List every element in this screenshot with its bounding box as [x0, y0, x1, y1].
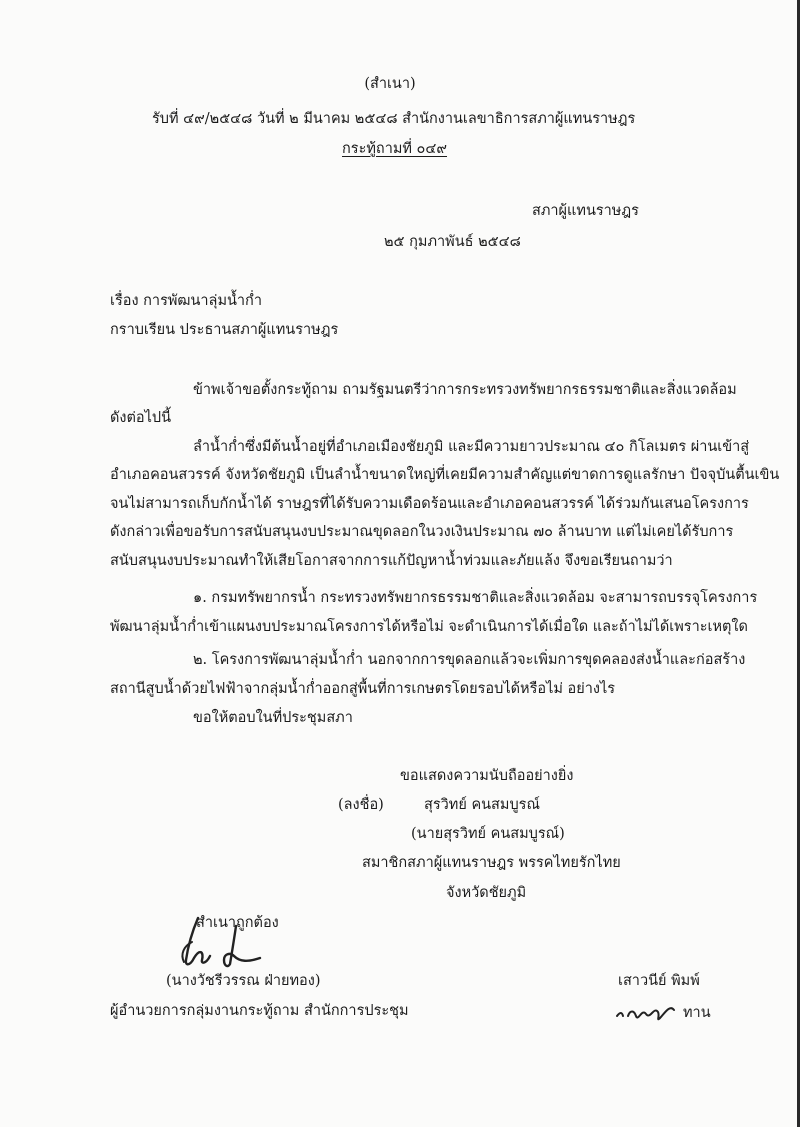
intro-line-2: ดังต่อไปนี้ [110, 410, 172, 426]
member-province: จังหวัดชัยภูมิ [446, 885, 527, 901]
paragraph-1-line-4: ดังกล่าวเพื่อขอรับการสนับสนุนงบประมาณขุดลอกในวงเงินประมาณ ๗๐ ล้านบาท แต่ไม่เคยได้รับการ [110, 524, 734, 540]
received-line: รับที่ ๔๙/๒๕๔๘ วันที่ ๒ มีนาคม ๒๕๔๘ สำนักงานเลขาธิการสภาผู้แทนราษฎร [152, 111, 636, 127]
sender-place: สภาผู้แทนราษฎร [532, 203, 639, 219]
paragraph-1-line-5: สนับสนุนงบประมาณทำให้เสียโอกาสจากการแก้ปัญหาน้ำท่วมและภัยแล้ง จึงขอเรียนถามว่า [110, 553, 673, 569]
question-2-line-2: สถานีสูบน้ำด้วยไฟฟ้าจากลุ่มน้ำก่ำออกสู่พื้นที่การเกษตรโดยรอบได้หรือไม่ อย่างไร [110, 681, 616, 697]
certifier-position: ผู้อำนวยการกลุ่มงานกระทู้ถาม สำนักการประชุม [110, 1003, 409, 1019]
question-2-line-1: ๒. โครงการพัฒนาลุ่มน้ำก่ำ นอกจากการขุดลอกแล้วจะเพิ่มการขุดคลองส่งน้ำและก่อสร้าง [193, 652, 746, 668]
full-name: (นายสุรวิทย์ คนสมบูรณ์) [411, 826, 565, 842]
checker-initials [614, 1000, 684, 1026]
question-1-line-1: ๑. กรมทรัพยากรน้ำ กระทรวงทรัพยากรธรรมชาติและสิ่งแวดล้อม จะสามารถบรรจุโครงการ [193, 590, 758, 606]
question-number: กระทู้ถามที่ ๐๔๙ [342, 141, 448, 157]
letter-date: ๒๕ กุมภาพันธ์ ๒๕๔๘ [384, 234, 521, 250]
typist-line: เสาวนีย์ พิมพ์ [618, 973, 700, 989]
certifier-signature [170, 912, 280, 972]
checked-suffix: ทาน [683, 1005, 711, 1021]
question-1-line-2: พัฒนาลุ่มน้ำก่ำเข้าแผนงบประมาณโครงการได้หรือไม่ จะดำเนินการได้เมื่อใด และถ้าไม่ได้เพราะเหตุใด [110, 619, 748, 635]
paragraph-1-line-2: อำเภอคอนสวรรค์ จังหวัดชัยภูมิ เป็นลำน้ำขนาดใหญ่ที่เคยมีความสำคัญแต่ขาดการดูแลรักษา ปัจจุบันตื้นเขิน [110, 467, 780, 483]
regards-line: ขอแสดงความนับถืออย่างยิ่ง [400, 768, 574, 784]
paragraph-1-line-1: ลำน้ำก่ำซึ่งมีต้นน้ำอยู่ที่อำเภอเมืองชัยภูมิ และมีความยาวประมาณ ๔๐ กิโลเมตร ผ่านเข้าสู่ [193, 439, 750, 455]
intro-line-1: ข้าพเจ้าขอตั้งกระทู้ถาม ถามรัฐมนตรีว่าการกระทรวงทรัพยากรธรรมชาติและสิ่งแวดล้อม [193, 382, 737, 398]
paragraph-1-line-3: จนไม่สามารถเก็บกักน้ำได้ ราษฎรที่ได้รับความเดือดร้อนและอำเภอคอนสวรรค์ ได้ร่วมกันเสนอโครงการ [110, 496, 749, 512]
signed-label: (ลงชื่อ) [338, 797, 384, 813]
true-copy-label: สำเนาถูกต้อง [196, 915, 279, 931]
member-position: สมาชิกสภาผู้แทนราษฎร พรรคไทยรักไทย [362, 855, 621, 871]
subject-line: เรื่อง การพัฒนาลุ่มน้ำก่ำ [110, 293, 262, 309]
certifier-name: (นางวัชรีวรรณ ฝ่ายทอง) [166, 973, 321, 989]
salutation-line: กราบเรียน ประธานสภาผู้แทนราษฎร [110, 322, 339, 338]
request-line: ขอให้ตอบในที่ประชุมสภา [193, 710, 353, 726]
signed-name: สุรวิทย์ คนสมบูรณ์ [424, 797, 540, 813]
copy-mark: (สำเนา) [364, 76, 416, 92]
